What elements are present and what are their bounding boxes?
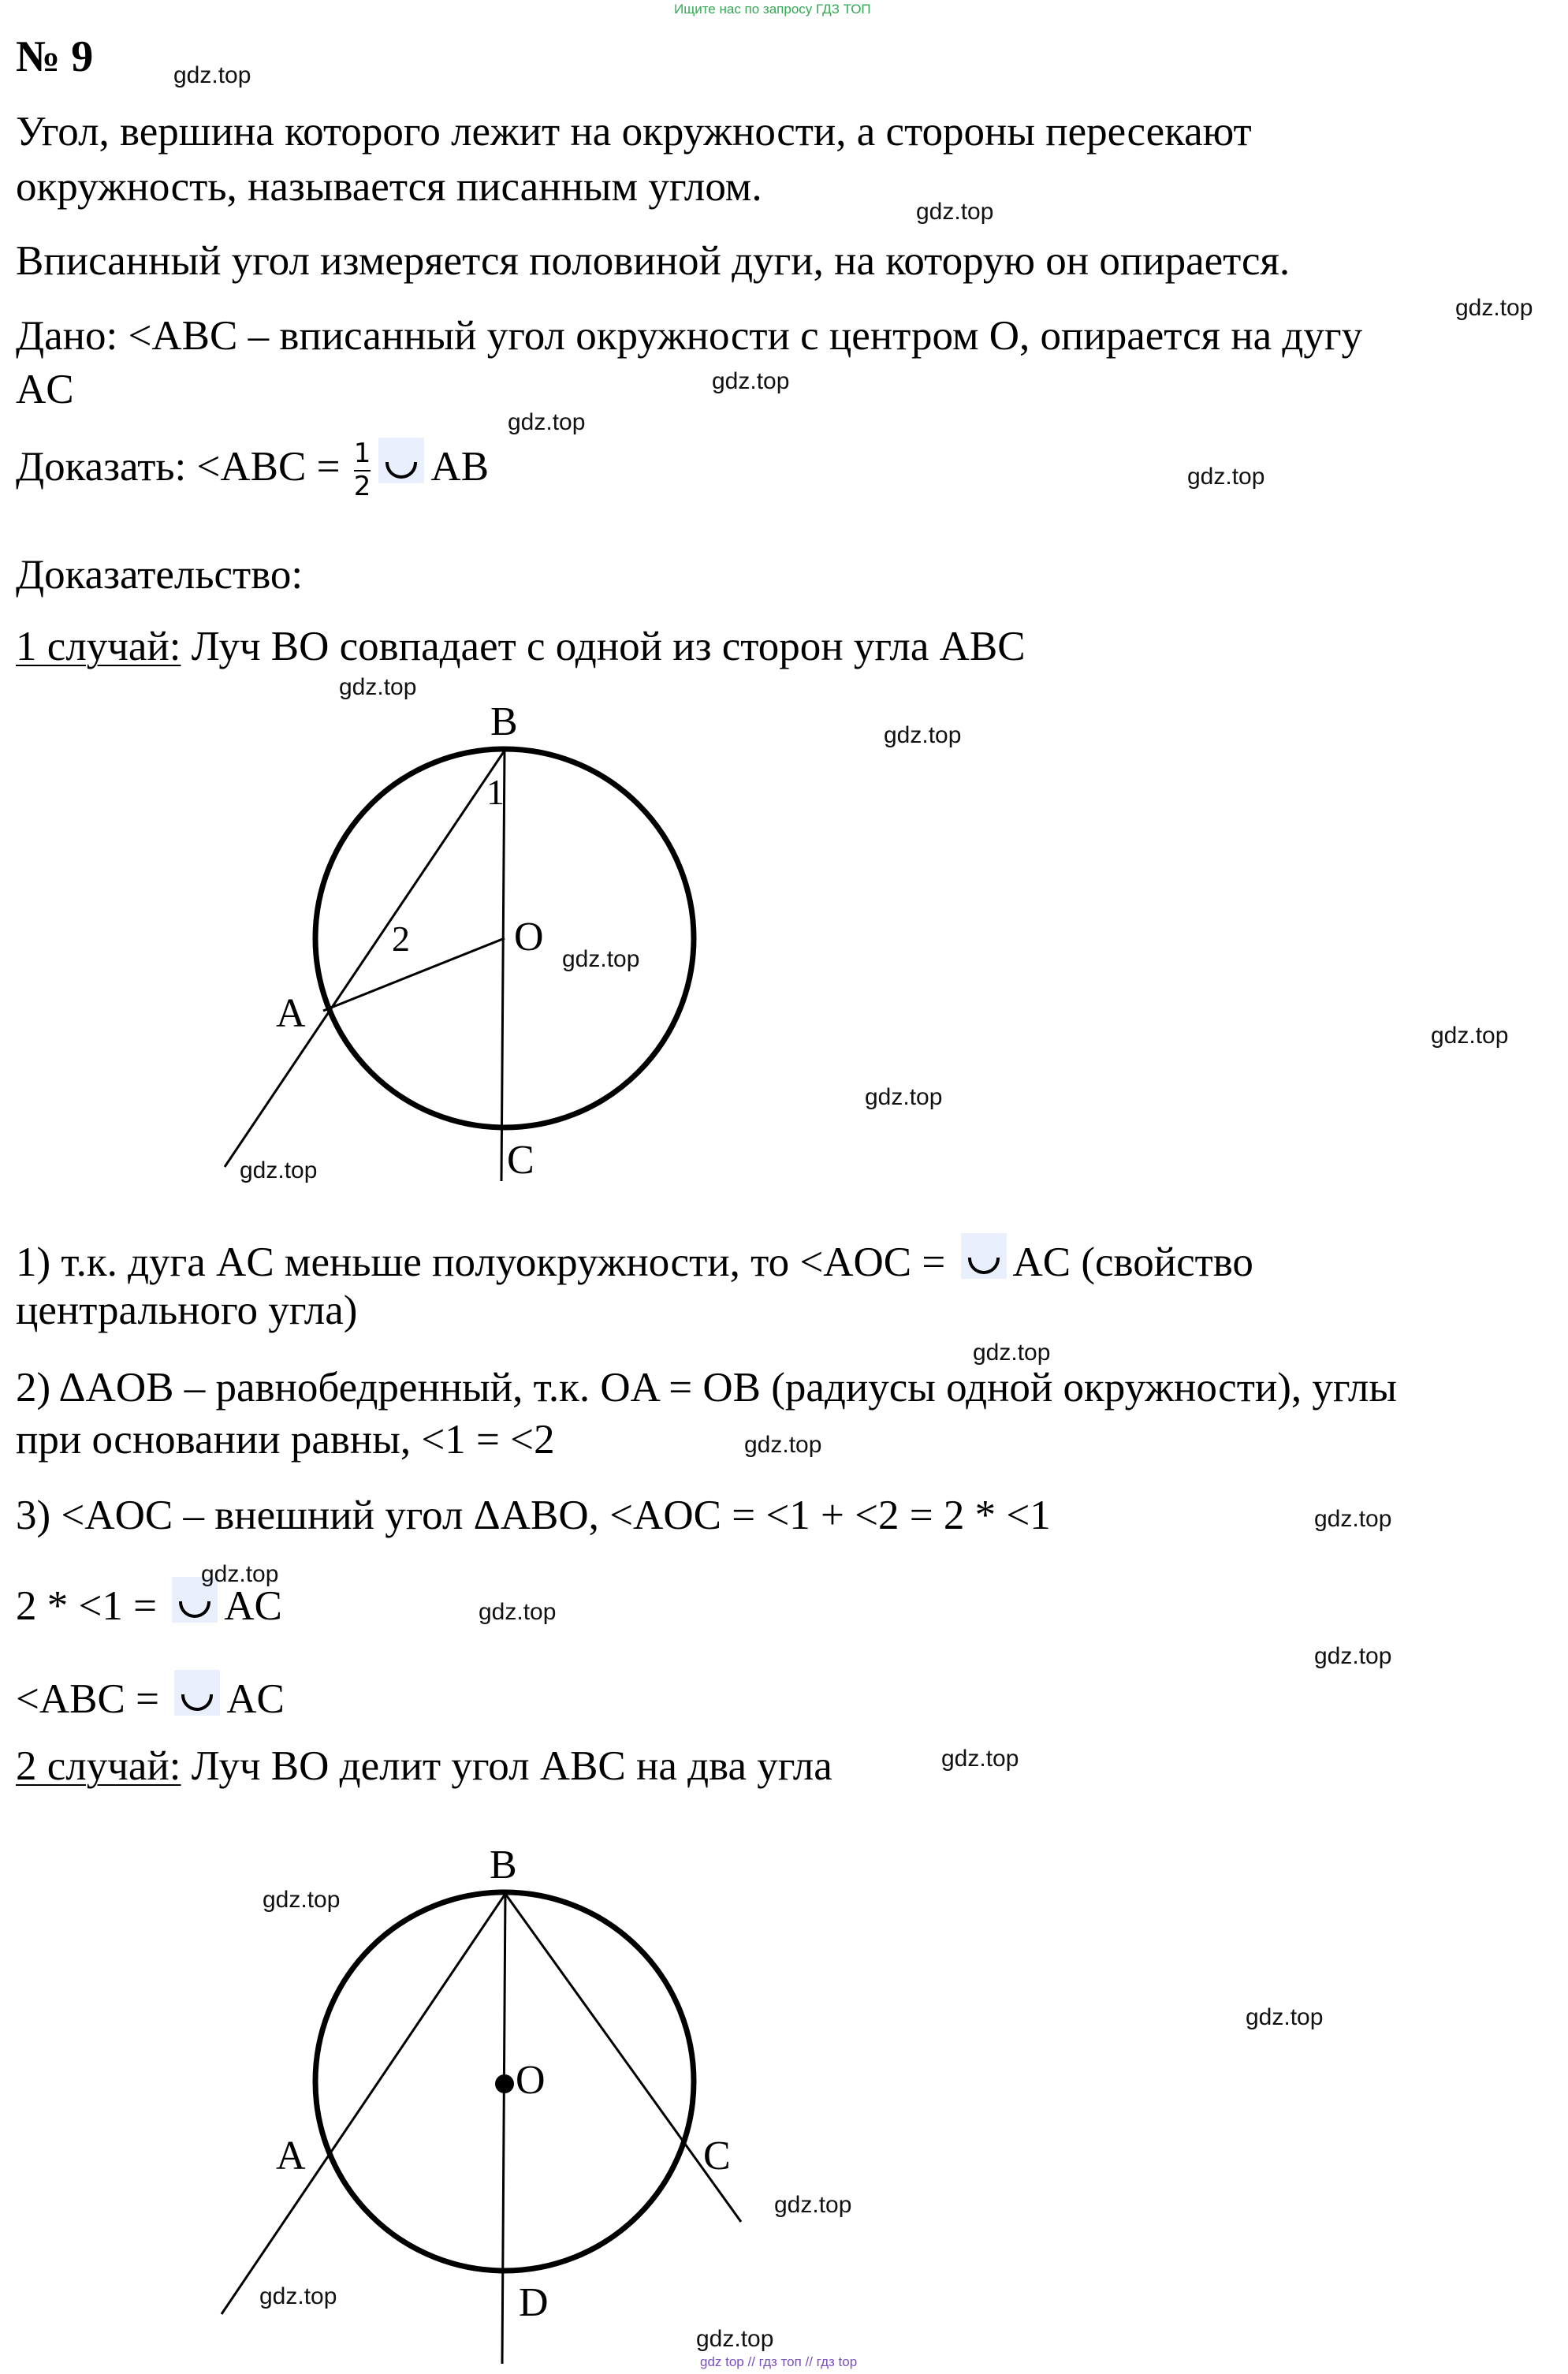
watermark: gdz.top [774, 2192, 852, 2218]
label-angle1: 1 [486, 772, 505, 812]
watermark: gdz.top [744, 1432, 822, 1458]
arc-symbol-icon [174, 1670, 220, 1716]
label-B: B [490, 1843, 517, 1888]
watermark: gdz.top [712, 368, 790, 394]
given-line-2: AC [16, 367, 74, 412]
watermark: gdz.top [1431, 1023, 1509, 1049]
case1-label: 1 случай: [16, 624, 181, 669]
watermark: gdz.top [1187, 464, 1265, 490]
label-C: C [703, 2134, 731, 2178]
label-C: C [507, 1138, 534, 1183]
figure-case1 [0, 686, 788, 1191]
eq1-left: 2 * <1 = [16, 1583, 168, 1629]
label-B: B [490, 699, 518, 744]
task-number: № 9 [16, 32, 94, 81]
step2-line2: при основании равны, <1 = <2 [16, 1417, 555, 1463]
fraction-denominator: 2 [353, 470, 371, 502]
proof-label: Доказательство: [16, 552, 304, 598]
eq1-right: AC [224, 1583, 282, 1629]
watermark: gdz.top [479, 1599, 557, 1625]
case1-heading [16, 626, 1026, 668]
case1-text: Луч BO совпадает с одной из сторон угла ABC [181, 624, 1026, 669]
case2-heading [16, 1743, 832, 1789]
eq2-right: AC [226, 1676, 285, 1722]
line-BC [501, 749, 505, 1181]
prove-label: Доказать: <ABC = [16, 444, 351, 490]
watermark: gdz.top [240, 1157, 318, 1183]
watermark: gdz.top [973, 1340, 1051, 1366]
watermark: gdz.top [1455, 295, 1533, 321]
watermark: gdz.top [1246, 2004, 1324, 2030]
label-D: D [519, 2280, 549, 2325]
case2-text: Луч BO делит угол ABC на два угла [181, 1743, 832, 1789]
prove-arc-name: AB [430, 444, 490, 490]
watermark: gdz.top [865, 1084, 943, 1110]
watermark: gdz.top [941, 1746, 1019, 1772]
given-line-1: Дано: <ABC – вписанный угол окружности с центром O, опирается на дугу [16, 313, 1363, 359]
label-A: A [276, 2134, 306, 2178]
watermark: gdz.top [1314, 1506, 1392, 1532]
label-O: O [514, 915, 544, 960]
prove-line [16, 438, 489, 501]
step1-part1: 1) т.к. дуга AC меньше полуокружности, то <AOC = [16, 1239, 956, 1285]
half-fraction [354, 440, 371, 501]
watermark: gdz.top [916, 199, 994, 225]
line-AO [323, 938, 505, 1011]
line-BD [502, 1892, 505, 2364]
definition-line-2: окружность, называется писанным углом. [16, 164, 762, 210]
arc-symbol-icon [961, 1233, 1007, 1279]
top-banner[interactable]: Ищите нас по запросу ГДЗ ТОП [674, 2, 871, 17]
theorem-statement: Вписанный угол измеряется половиной дуги, на которую он опирается. [16, 238, 1291, 284]
watermark: gdz.top [508, 409, 586, 435]
fraction-numerator: 1 [353, 438, 371, 470]
watermark: gdz.top [884, 722, 962, 748]
eq2-left: <ABC = [16, 1676, 170, 1722]
watermark: gdz.top [259, 2283, 337, 2309]
step1-part2: AC (свойство [1012, 1239, 1253, 1285]
watermark: gdz.top [1314, 1643, 1392, 1669]
definition-line-1: Угол, вершина которого лежит на окружности, а стороны пересекают [16, 109, 1252, 155]
label-A: A [276, 991, 306, 1036]
watermark: gdz.top [263, 1887, 341, 1913]
center-point-O [495, 2074, 514, 2093]
label-O: O [516, 2058, 546, 2103]
case2-label: 2 случай: [16, 1743, 181, 1789]
watermark: gdz.top [201, 1561, 279, 1587]
step2-line1: 2) ΔAOB – равнобедренный, т.к. OA = OB (радиусы одной окружности), углы [16, 1365, 1397, 1411]
step1-line1 [16, 1233, 1253, 1284]
watermark: gdz.top [173, 62, 251, 88]
equation-2 [16, 1670, 285, 1720]
footer-watermark: gdz top // гдз топ // гдз top [700, 2354, 858, 2369]
step3: 3) <AOC – внешний угол ΔABO, <AOC = <1 + <2 = 2 * <1 [16, 1493, 1051, 1538]
watermark: gdz.top [562, 946, 640, 972]
label-angle2: 2 [392, 919, 410, 959]
watermark: gdz.top [339, 674, 417, 700]
step1-line2: центрального угла) [16, 1288, 358, 1333]
arc-symbol-icon [378, 438, 424, 483]
figure-case2 [0, 1821, 788, 2373]
watermark: gdz.top [696, 2326, 774, 2352]
